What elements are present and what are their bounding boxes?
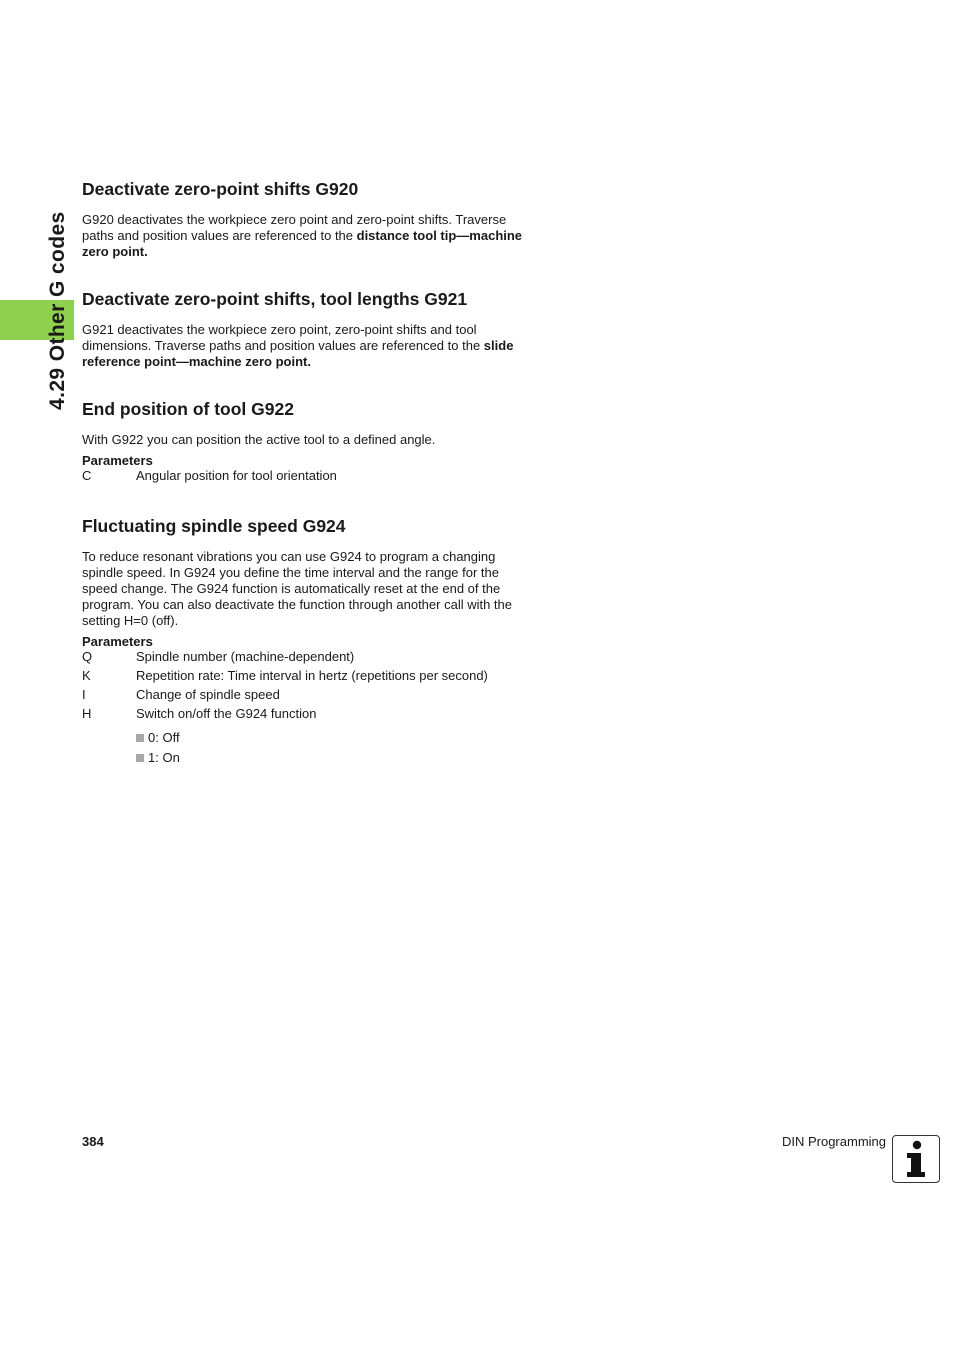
section-text-g920: G920 deactivates the workpiece zero point and zero-point shifts. Traverse paths and position values are referenced to the distance tool tip—machine zero point. <box>82 212 523 259</box>
section-text-g921: G921 deactivates the workpiece zero point, zero-point shifts and tool dimensions. Traverse paths and position values are referenced to the slide reference point—machine zero point. <box>82 322 514 369</box>
page-number: 384 <box>82 1134 104 1149</box>
option-item: 1: On <box>136 750 527 766</box>
parameter-description: Angular position for tool orientation <box>136 468 337 483</box>
section-text-g924: To reduce resonant vibrations you can use G924 to program a changing spindle speed. In G924 you define the time interval and the range for the speed change. The G924 function is automatically reset at the end of the program. You can also deactivate the function through another call with the setting H=0 (off). <box>82 549 513 628</box>
parameter-description: Change of spindle speed <box>136 687 280 702</box>
parameter-key: H <box>82 706 92 721</box>
parameter-row <box>82 687 527 703</box>
square-bullet-icon <box>136 754 144 762</box>
parameter-row <box>82 668 527 684</box>
parameter-description: Repetition rate: Time interval in hertz (repetitions per second) <box>136 668 488 683</box>
section-text-g922: With G922 you can position the active tool to a defined angle. <box>82 432 436 447</box>
parameter-key: Q <box>82 649 93 664</box>
document-title: DIN Programming <box>781 1134 886 1149</box>
option-item: 0: Off <box>136 730 527 746</box>
parameters-title-g924: Parameters <box>82 634 153 649</box>
section-heading-g924: Fluctuating spindle speed G924 <box>82 516 346 536</box>
section-heading-g922: End position of tool G922 <box>82 399 294 419</box>
parameter-row <box>82 649 527 665</box>
info-icon <box>892 1135 940 1183</box>
section-heading-g921: Deactivate zero-point shifts, tool lengths G921 <box>82 289 468 309</box>
parameter-row <box>82 706 527 722</box>
parameter-description: Switch on/off the G924 function <box>136 706 317 721</box>
option-list <box>136 730 527 766</box>
parameter-description: Spindle number (machine-dependent) <box>136 649 355 664</box>
main-content <box>82 176 527 770</box>
parameter-row <box>82 468 527 484</box>
parameter-key: C <box>82 468 92 483</box>
info-glyph <box>893 1136 938 1181</box>
square-bullet-icon <box>136 734 144 742</box>
parameter-key: I <box>82 687 86 702</box>
parameter-key: K <box>82 668 91 683</box>
parameters-title-g922: Parameters <box>82 453 153 468</box>
section-heading-g920: Deactivate zero-point shifts G920 <box>82 179 359 199</box>
chapter-title: 4.29 Other G codes <box>46 211 69 410</box>
